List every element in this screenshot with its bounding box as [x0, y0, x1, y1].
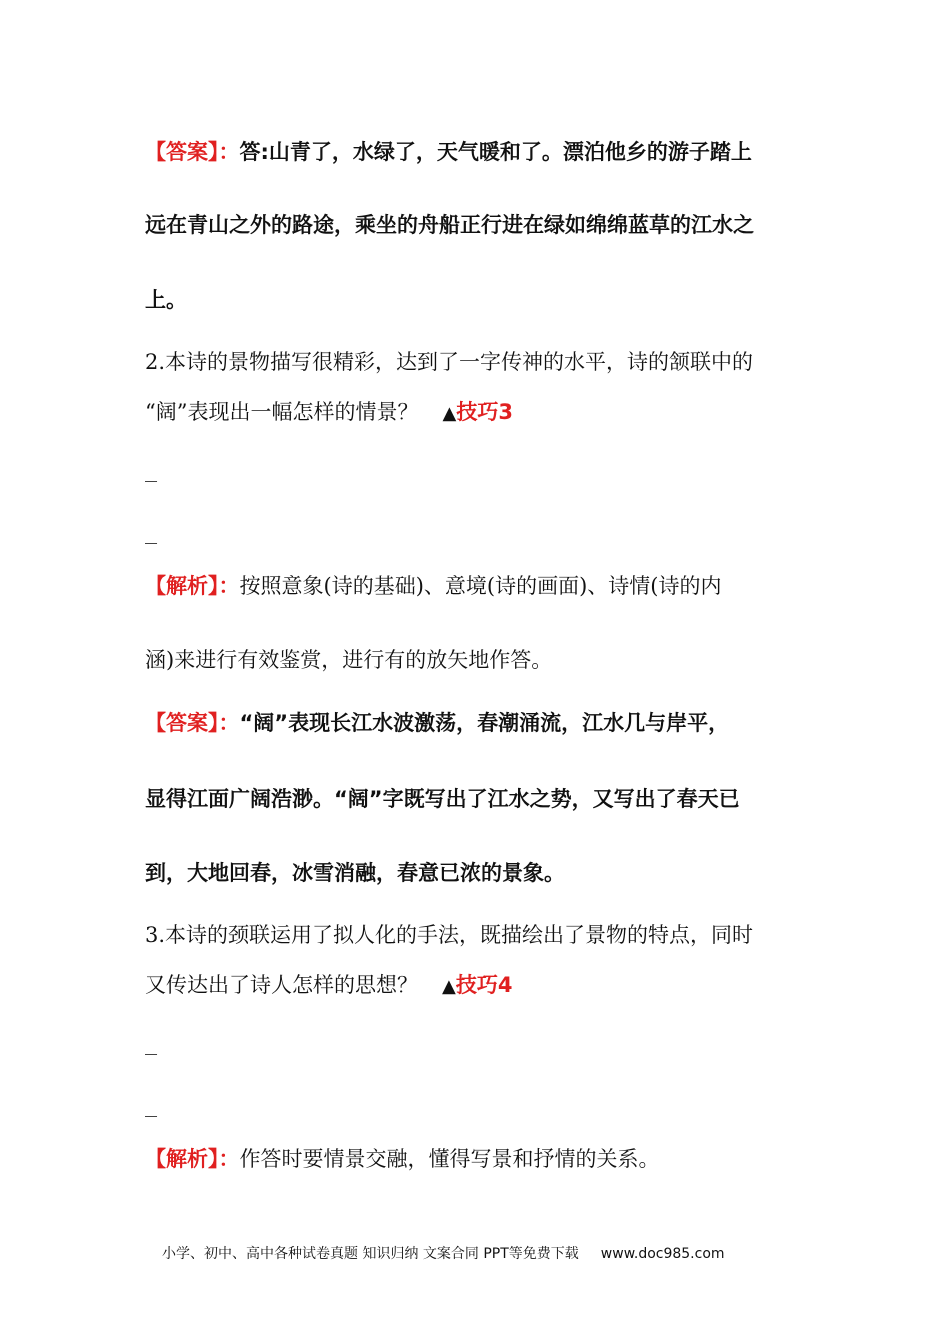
- answer-blank-line: _: [145, 1093, 158, 1117]
- answer-1-line-2: 远在青山之外的路途，乘坐的舟船正行进在绿如绵绵蓝草的江水之: [145, 213, 754, 237]
- question-2-text-2: “阔”表现出一幅怎样的情景？: [145, 400, 419, 424]
- analysis-3-line-1: [145, 1145, 815, 1173]
- question-2-line-2: [145, 398, 815, 428]
- skill-label: 技巧3: [456, 400, 513, 424]
- analysis-2-line-2: 涵)来进行有效鉴赏，进行有的放矢地作答。: [145, 648, 553, 672]
- analysis-3-text-1: 作答时要情景交融，懂得写景和抒情的关系。: [239, 1147, 660, 1171]
- question-3-line-2: [145, 971, 815, 1001]
- footer-site-link[interactable]: www.doc985.com: [600, 1246, 725, 1262]
- analysis-2-line-1: [145, 572, 815, 600]
- triangle-marker-icon: ▲: [442, 403, 457, 424]
- analysis-tag: 【解析】：: [145, 574, 240, 598]
- answer-1-text-1: 答:山青了，水绿了，天气暖和了。漂泊他乡的游子踏上: [239, 140, 752, 164]
- answer-1-line-3: 上。: [145, 288, 187, 312]
- answer-blank-line: _: [145, 520, 158, 544]
- answer-2-line-2: 显得江面广阔浩渺。“阔”字既写出了江水之势，又写出了春天已: [145, 787, 740, 811]
- answer-blank-line: _: [145, 1031, 158, 1055]
- answer-2-line-3: 到，大地回春，冰雪消融，春意已浓的景象。: [145, 861, 565, 885]
- skill-label: 技巧4: [455, 973, 513, 997]
- triangle-marker-icon: ▲: [442, 976, 456, 997]
- page-footer: [162, 1244, 725, 1264]
- answer-2-text-1: “阔”表现长江水波激荡，春潮涌流，江水几与岸平，: [239, 711, 730, 735]
- question-2-line-1: 2.本诗的景物描写很精彩，达到了一字传神的水平，诗的颔联中的: [145, 350, 754, 374]
- answer-1-line-1: [145, 138, 815, 166]
- answer-blank-line: _: [145, 458, 158, 482]
- question-3-line-1: 3.本诗的颈联运用了拟人化的手法，既描绘出了景物的特点，同时: [145, 923, 754, 947]
- analysis-2-text-1: 按照意象(诗的基础)、意境(诗的画面)、诗情(诗的内: [239, 574, 722, 598]
- answer-2-line-1: [145, 709, 815, 737]
- answer-tag: 【答案】：: [145, 711, 240, 735]
- question-3-text-2: 又传达出了诗人怎样的思想？: [145, 973, 418, 997]
- footer-text: 小学、初中、高中各种试卷真题 知识归纳 文案合同 PPT等免费下载: [162, 1246, 579, 1262]
- answer-tag: 【答案】：: [145, 140, 240, 164]
- analysis-tag: 【解析】：: [145, 1147, 240, 1171]
